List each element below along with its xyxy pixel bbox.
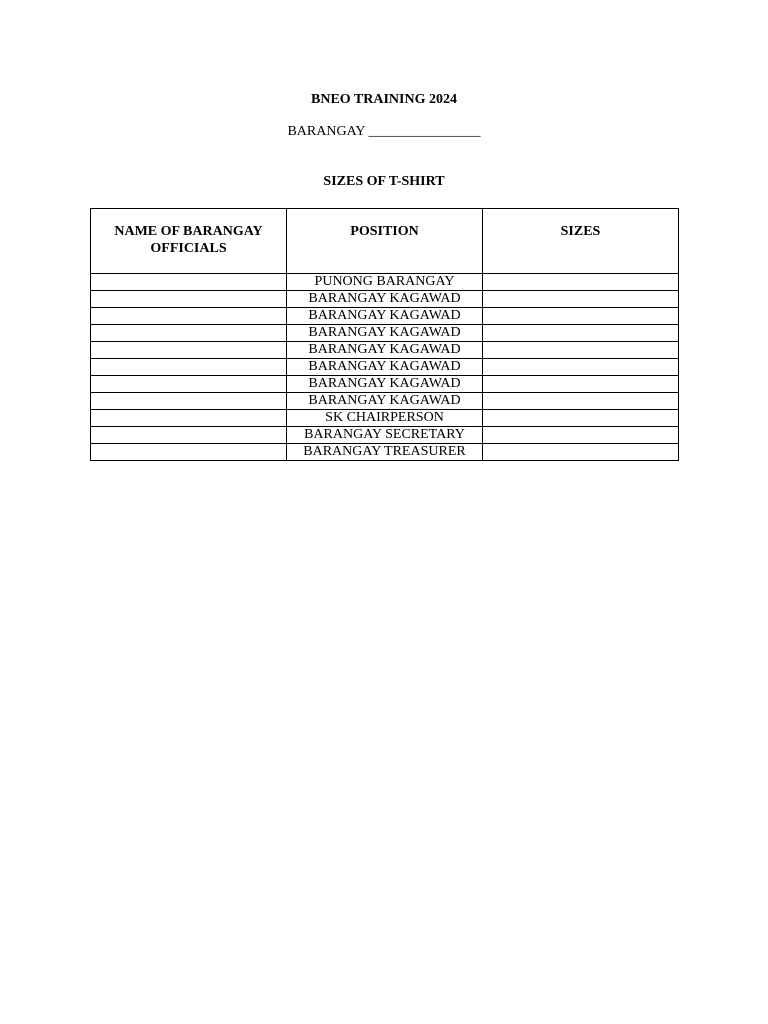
size-cell[interactable] [483, 291, 679, 308]
size-cell[interactable] [483, 308, 679, 325]
table-row [91, 274, 679, 291]
name-cell[interactable] [91, 359, 287, 376]
table-row [91, 410, 679, 427]
table-row [91, 342, 679, 359]
header-position: POSITION [287, 209, 483, 274]
size-cell[interactable] [483, 325, 679, 342]
header-sizes: SIZES [483, 209, 679, 274]
position-cell: SK CHAIRPERSON [287, 410, 483, 427]
name-cell[interactable] [91, 376, 287, 393]
table-row [91, 427, 679, 444]
position-cell: BARANGAY KAGAWAD [287, 359, 483, 376]
position-cell: PUNONG BARANGAY [287, 274, 483, 291]
name-cell[interactable] [91, 393, 287, 410]
size-cell[interactable] [483, 393, 679, 410]
table-row [91, 444, 679, 461]
name-cell[interactable] [91, 427, 287, 444]
name-cell[interactable] [91, 325, 287, 342]
size-cell[interactable] [483, 444, 679, 461]
size-cell[interactable] [483, 427, 679, 444]
name-cell[interactable] [91, 308, 287, 325]
size-cell[interactable] [483, 410, 679, 427]
document-subtitle: SIZES OF T-SHIRT [323, 174, 445, 189]
name-cell[interactable] [91, 444, 287, 461]
header-name-of-officials: NAME OF BARANGAY OFFICIALS [91, 209, 287, 274]
name-cell[interactable] [91, 274, 287, 291]
table-header-row [91, 209, 679, 274]
barangay-field[interactable]: BARANGAY ________________ [287, 124, 481, 139]
name-cell[interactable] [91, 342, 287, 359]
size-cell[interactable] [483, 274, 679, 291]
document-title: BNEO TRAINING 2024 [311, 92, 457, 107]
size-cell[interactable] [483, 376, 679, 393]
size-cell[interactable] [483, 359, 679, 376]
position-cell: BARANGAY KAGAWAD [287, 325, 483, 342]
name-cell[interactable] [91, 410, 287, 427]
position-cell: BARANGAY KAGAWAD [287, 376, 483, 393]
position-cell: BARANGAY KAGAWAD [287, 342, 483, 359]
position-cell: BARANGAY KAGAWAD [287, 291, 483, 308]
position-cell: BARANGAY TREASURER [287, 444, 483, 461]
size-cell[interactable] [483, 342, 679, 359]
position-cell: BARANGAY KAGAWAD [287, 393, 483, 410]
table-row [91, 393, 679, 410]
table-row [91, 308, 679, 325]
position-cell: BARANGAY KAGAWAD [287, 308, 483, 325]
table-row [91, 291, 679, 308]
table-body [91, 274, 679, 461]
table-row [91, 325, 679, 342]
table-row [91, 359, 679, 376]
name-cell[interactable] [91, 291, 287, 308]
table-row [91, 376, 679, 393]
tshirt-sizes-table [90, 208, 679, 461]
position-cell: BARANGAY SECRETARY [287, 427, 483, 444]
